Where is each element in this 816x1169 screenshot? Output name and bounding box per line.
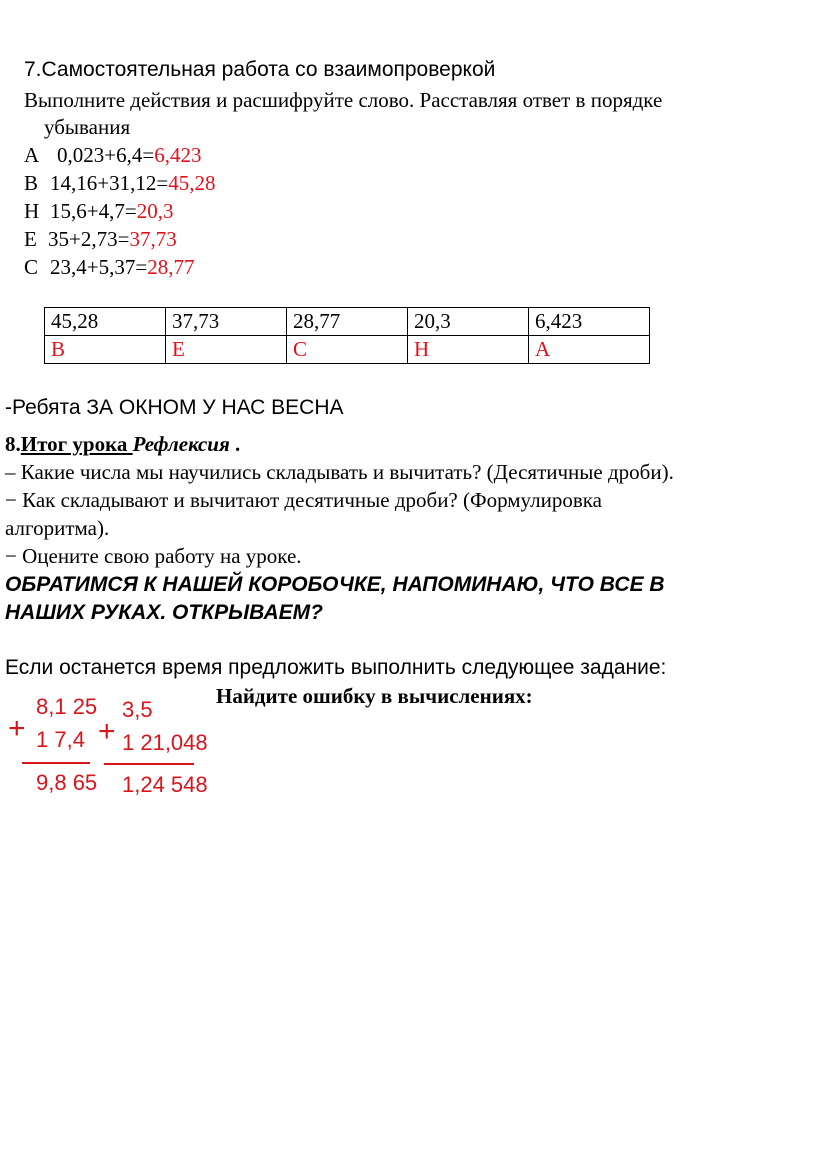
box-line1: ОБРАТИМСЯ К НАШЕЙ КОРОБОЧКЕ, НАПОМИНАЮ, ЧТО ВСЕ В bbox=[5, 573, 665, 596]
table-row-letters bbox=[45, 336, 650, 364]
task-n bbox=[24, 199, 173, 224]
table-cell: В bbox=[45, 336, 166, 364]
question-1: – Какие числа мы научились складывать и вычитать? (Десятичные дроби). bbox=[5, 460, 674, 484]
section8-title: Итог урока bbox=[20, 432, 133, 456]
section8-title-end: . bbox=[229, 432, 241, 456]
calc1-underline bbox=[22, 762, 90, 764]
calc2-plus-sign: + bbox=[98, 715, 116, 748]
question-3: − Оцените свою работу на уроке. bbox=[5, 544, 302, 568]
section8-heading bbox=[5, 432, 240, 457]
find-error-heading: Найдите ошибку в вычислениях: bbox=[216, 684, 533, 708]
instruction-line1: Выполните действия и расшифруйте слово. Расставляя ответ в порядке bbox=[24, 88, 663, 112]
task-expression: 15,6+4,7= bbox=[50, 199, 137, 223]
table-cell: 20,3 bbox=[408, 308, 529, 336]
box-line2: НАШИХ РУКАХ. ОТКРЫВАЕМ? bbox=[5, 601, 323, 624]
calc1-plus-sign: + bbox=[8, 712, 26, 745]
task-answer: 37,73 bbox=[129, 227, 177, 251]
task-answer: 28,77 bbox=[147, 255, 195, 279]
instruction-line2: убывания bbox=[44, 115, 131, 139]
task-expression: 0,023+6,4= bbox=[57, 143, 155, 167]
task-e bbox=[24, 227, 177, 252]
table-cell: Н bbox=[408, 336, 529, 364]
task-a bbox=[24, 143, 201, 168]
table-cell: Е bbox=[166, 336, 287, 364]
task-letter: В bbox=[24, 171, 39, 195]
cipher-table bbox=[44, 307, 650, 364]
time-line: Если останется время предложить выполнить следующее задание: bbox=[5, 656, 667, 679]
section7-title: 7.Самостоятельная работа со взаимопроверкой bbox=[24, 58, 496, 81]
task-s bbox=[24, 255, 194, 280]
question-2-line2: алгоритма). bbox=[5, 516, 110, 540]
section8-title-italic: Рефлексия bbox=[132, 432, 230, 456]
task-letter: Е bbox=[24, 227, 37, 251]
calc2-underline bbox=[104, 763, 194, 765]
table-row-numbers bbox=[45, 308, 650, 336]
task-expression: 23,4+5,37= bbox=[50, 255, 148, 279]
task-letter: С bbox=[24, 255, 39, 279]
task-expression: 35+2,73= bbox=[48, 227, 130, 251]
table-cell: 6,423 bbox=[529, 308, 650, 336]
task-answer: 20,3 bbox=[136, 199, 174, 223]
task-answer: 45,28 bbox=[168, 171, 216, 195]
table-cell: А bbox=[529, 336, 650, 364]
calc2-result: 1,24 548 bbox=[122, 772, 208, 797]
task-v bbox=[24, 171, 215, 196]
table-cell: 37,73 bbox=[166, 308, 287, 336]
spring-line: -Ребята ЗА ОКНОМ У НАС ВЕСНА bbox=[5, 396, 344, 419]
task-letter: А bbox=[24, 143, 40, 167]
table-cell: С bbox=[287, 336, 408, 364]
calc1-middle: 1 7,4 bbox=[36, 727, 85, 752]
section8-number: 8. bbox=[5, 432, 21, 456]
table-cell: 45,28 bbox=[45, 308, 166, 336]
calc1-result: 9,8 65 bbox=[36, 770, 98, 795]
calc2-middle: 1 21,048 bbox=[122, 730, 208, 755]
calc2-top: 3,5 bbox=[122, 697, 153, 722]
task-letter: Н bbox=[24, 199, 40, 223]
task-answer: 6,423 bbox=[154, 143, 202, 167]
task-expression: 14,16+31,12= bbox=[50, 171, 169, 195]
question-2-line1: − Как складывают и вычитают десятичные дроби? (Формулировка bbox=[5, 488, 602, 512]
table-cell: 28,77 bbox=[287, 308, 408, 336]
calc1-top: 8,1 25 bbox=[36, 694, 98, 719]
